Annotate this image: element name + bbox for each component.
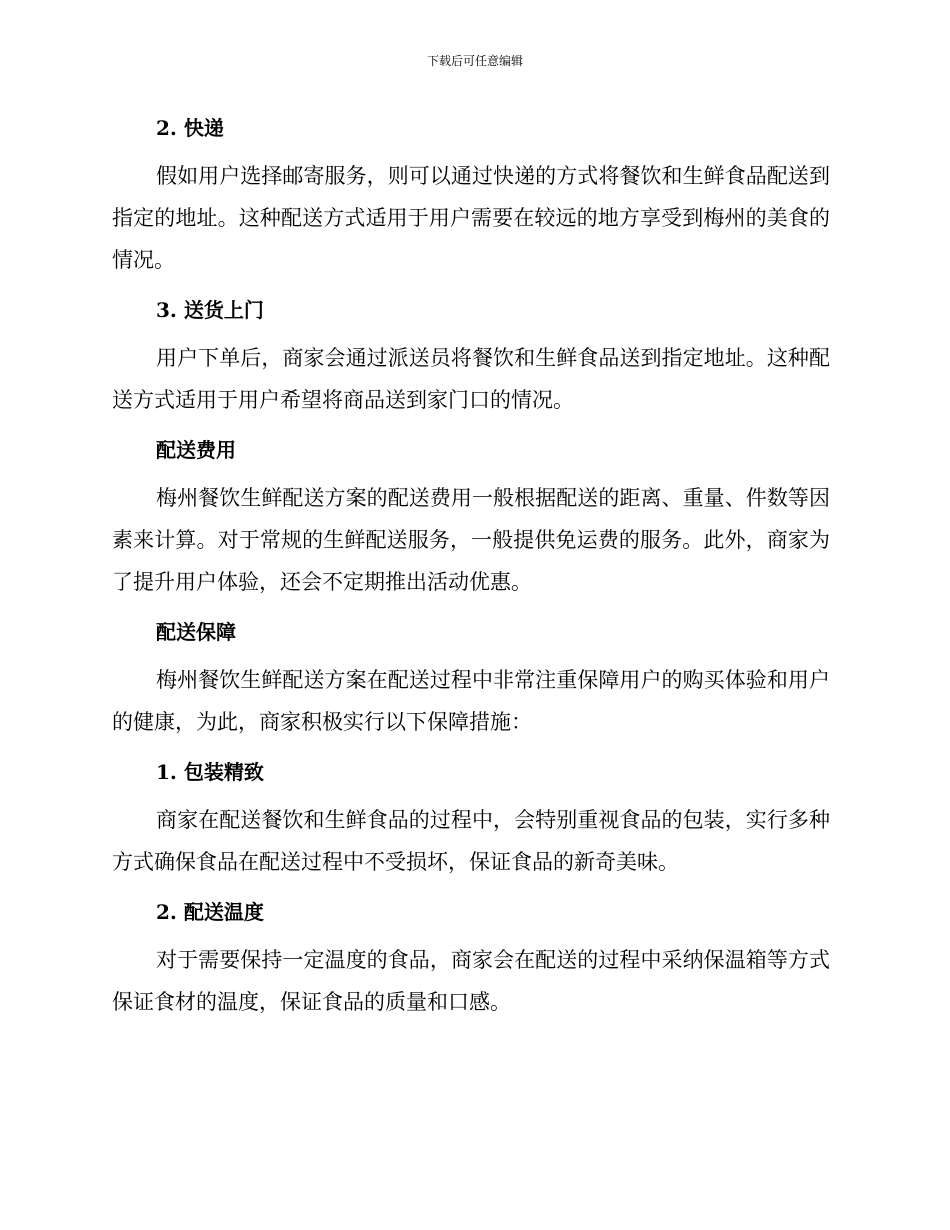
section-heading-door-delivery: 3. 送货上门: [156, 298, 264, 322]
section-heading-express: 2. 快递: [156, 116, 224, 140]
section-heading-delivery-guarantee: 配送保障: [156, 620, 236, 644]
section-paragraph-packaging: 商家在配送餐饮和生鲜食品的过程中，会特别重视食品的包装，实行多种方式确保食品在配送过程中不受损坏，保证食品的新奇美味。: [112, 808, 830, 874]
section-paragraph-delivery-fee: 梅州餐饮生鲜配送方案的配送费用一般根据配送的距离、重量、件数等因素来计算。对于常规的生鲜配送服务，一般提供免运费的服务。此外，商家为了提升用户体验，还会不定期推出活动优惠。: [112, 486, 830, 594]
section-paragraph-door-delivery: 用户下单后，商家会通过派送员将餐饮和生鲜食品送到指定地址。这种配送方式适用于用户希望将商品送到家门口的情况。: [112, 346, 830, 412]
section-paragraph-delivery-guarantee: 梅州餐饮生鲜配送方案在配送过程中非常注重保障用户的购买体验和用户的健康，为此，商家积极实行以下保障措施：: [112, 668, 830, 734]
section-paragraph-express: 假如用户选择邮寄服务，则可以通过快递的方式将餐饮和生鲜食品配送到指定的地址。这种配送方式适用于用户需要在较远的地方享受到梅州的美食的情况。: [112, 164, 830, 272]
document-body: [112, 113, 830, 1023]
section-paragraph-temperature: 对于需要保持一定温度的食品，商家会在配送的过程中采纳保温箱等方式保证食材的温度，保证食品的质量和口感。: [112, 948, 830, 1014]
page-header: 下载后可任意编辑: [426, 54, 523, 68]
section-heading-packaging: 1. 包装精致: [156, 760, 264, 784]
section-heading-delivery-fee: 配送费用: [156, 438, 236, 462]
section-heading-temperature: 2. 配送温度: [156, 900, 264, 924]
